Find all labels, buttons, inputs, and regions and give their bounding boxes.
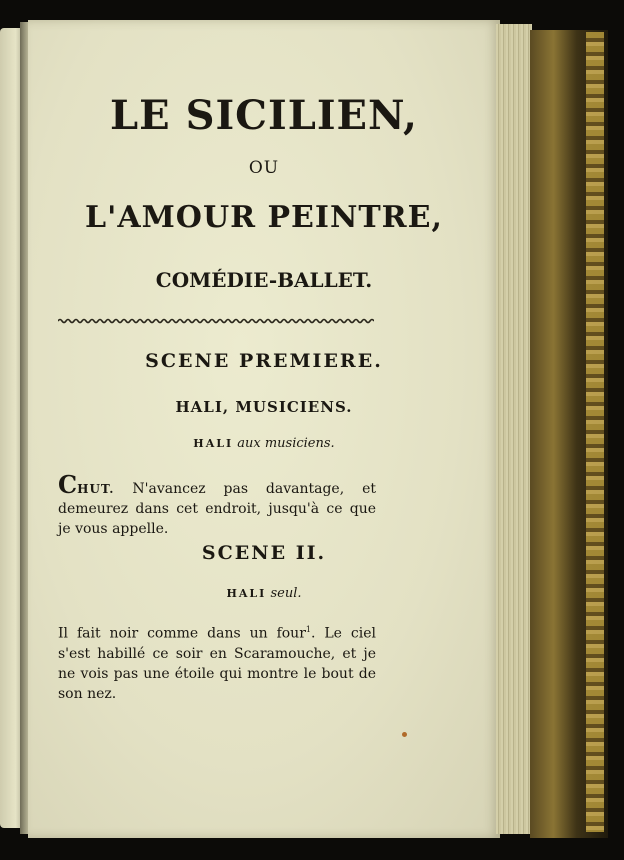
page-edges — [496, 24, 532, 834]
ornamental-rule — [58, 318, 374, 324]
dialogue-text-b: . Le ciel s'est habillé ce soir en Scaramouche, et je ne vois pas une étoile qui montre le bout de son nez. — [58, 625, 376, 702]
dialogue-text: N'avancez pas davantage, et demeurez dans cet endroit, jusqu'à ce que je vous appelle. — [58, 481, 376, 537]
gilt-edge — [586, 32, 604, 832]
dialogue-text-a: Il fait noir comme dans un four — [58, 625, 306, 642]
stage-direction-1 — [28, 436, 500, 451]
stage-direction-2 — [28, 586, 500, 601]
dialogue-paragraph-1 — [58, 470, 376, 539]
play-genre: COMÉDIE-BALLET. — [155, 268, 373, 292]
footnote-mark: 1 — [305, 625, 311, 634]
title-conjunction: OU — [248, 158, 280, 178]
dialogue-paragraph-2 — [58, 620, 376, 704]
speaker-name: HALI — [226, 587, 267, 600]
scene-characters: HALI, MUSICIENS. — [175, 398, 353, 416]
page-content — [28, 20, 500, 838]
drop-cap: C — [58, 470, 78, 499]
stage-direction-text: seul. — [270, 586, 302, 601]
stage-direction-text: aux musiciens. — [237, 436, 335, 451]
play-title: LE SICILIEN, — [110, 92, 418, 139]
play-subtitle: L'AMOUR PEINTRE, — [85, 200, 443, 235]
scene-heading-1: SCENE PREMIERE. — [145, 350, 383, 372]
paper-stain — [402, 732, 407, 737]
speaker-name: HALI — [193, 437, 234, 450]
speaker-word: HUT. — [77, 482, 115, 496]
scene-heading-2: SCENE II. — [201, 542, 327, 564]
